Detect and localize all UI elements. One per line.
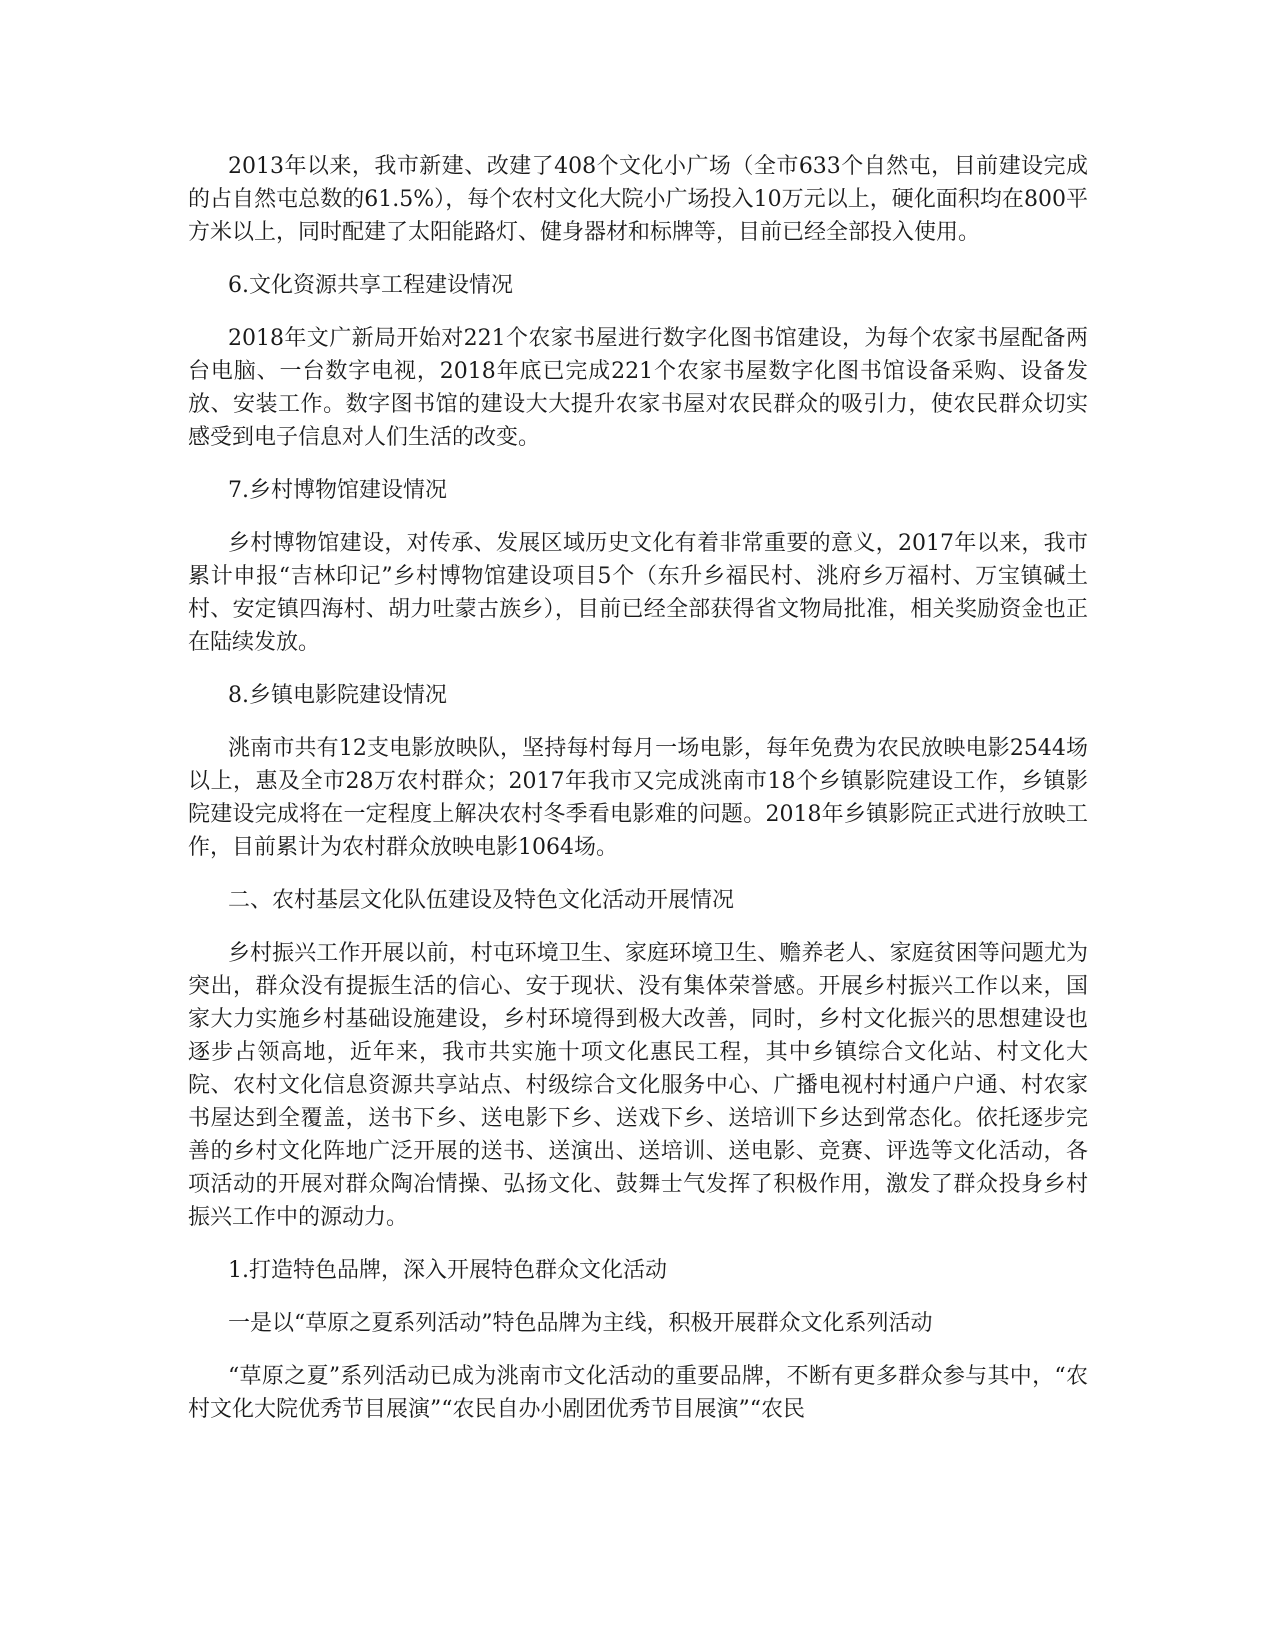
paragraph-rural-revitalization: 乡村振兴工作开展以前，村屯环境卫生、家庭环境卫生、赡养老人、家庭贫困等问题尤为突出，群众没有提振生活的信心、安于现状、没有集体荣誉感。开展乡村振兴工作以来，国家大力实施乡村基础设施建设，乡村环境得到极大改善，同时，乡村文化振兴的思想建设也逐步占领高地，近年来，我市共实施十项文化惠民工程，其中乡镇综合文化站、村文化大院、农村文化信息资源共享站点、村级综合文化服务中心、广播电视村村通户户通、村农家书屋达到全覆盖，送书下乡、送电影下乡、送戏下乡、送培训下乡达到常态化。依托逐步完善的乡村文化阵地广泛开展的送书、送演出、送培训、送电影、竞赛、评选等文化活动，各项活动的开展对群众陶冶情操、弘扬文化、鼓舞士气发挥了积极作用，激发了群众投身乡村振兴工作中的源动力。: [188, 941, 1088, 1230]
heading-village-museum: 7.乡村博物馆建设情况: [228, 478, 447, 503]
heading-brand-activities: 1.打造特色品牌，深入开展特色群众文化活动: [228, 1258, 667, 1283]
paragraph-plaza-construction: 2013年以来，我市新建、改建了408个文化小广场（全市633个自然屯，目前建设完成的占自然屯总数的61.5%），每个农村文化大院小广场投入10万元以上，硬化面积均在800平方米以上，同时配建了太阳能路灯、健身器材和标牌等，目前已经全部投入使用。: [188, 154, 1088, 245]
heading-grassland-summer: 一是以“草原之夏系列活动”特色品牌为主线，积极开展群众文化系列活动: [228, 1311, 933, 1336]
paragraph-village-museum: 乡村博物馆建设，对传承、发展区域历史文化有着非常重要的意义，2017年以来，我市累计申报“吉林印记”乡村博物馆建设项目5个（东升乡福民村、洮府乡万福村、万宝镇碱土村、安定镇四海村、胡力吐蒙古族乡），目前已经全部获得省文物局批准，相关奖励资金也正在陆续发放。: [188, 531, 1088, 655]
heading-resource-sharing: 6.文化资源共享工程建设情况: [228, 273, 513, 298]
paragraph-grassland-summer: “草原之夏”系列活动已成为洮南市文化活动的重要品牌，不断有更多群众参与其中，“农村文化大院优秀节目展演”“农民自办小剧团优秀节目展演”“农民: [188, 1364, 1088, 1422]
document-page: [188, 150, 1088, 1446]
paragraph-town-cinema: 洮南市共有12支电影放映队，坚持每村每月一场电影，每年免费为农民放映电影2544场以上，惠及全市28万农村群众；2017年我市又完成洮南市18个乡镇影院建设工作，乡镇影院建设完成将在一定程度上解决农村冬季看电影难的问题。2018年乡镇影院正式进行放映工作，目前累计为农村群众放映电影1064场。: [188, 736, 1088, 860]
paragraph-digital-library: 2018年文广新局开始对221个农家书屋进行数字化图书馆建设，为每个农家书屋配备两台电脑、一台数字电视，2018年底已完成221个农家书屋数字化图书馆设备采购、设备发放、安装工作。数字图书馆的建设大大提升农家书屋对农民群众的吸引力，使农民群众切实感受到电子信息对人们生活的改变。: [188, 326, 1088, 450]
heading-section-two: 二、农村基层文化队伍建设及特色文化活动开展情况: [228, 888, 735, 913]
heading-town-cinema: 8.乡镇电影院建设情况: [228, 683, 447, 708]
